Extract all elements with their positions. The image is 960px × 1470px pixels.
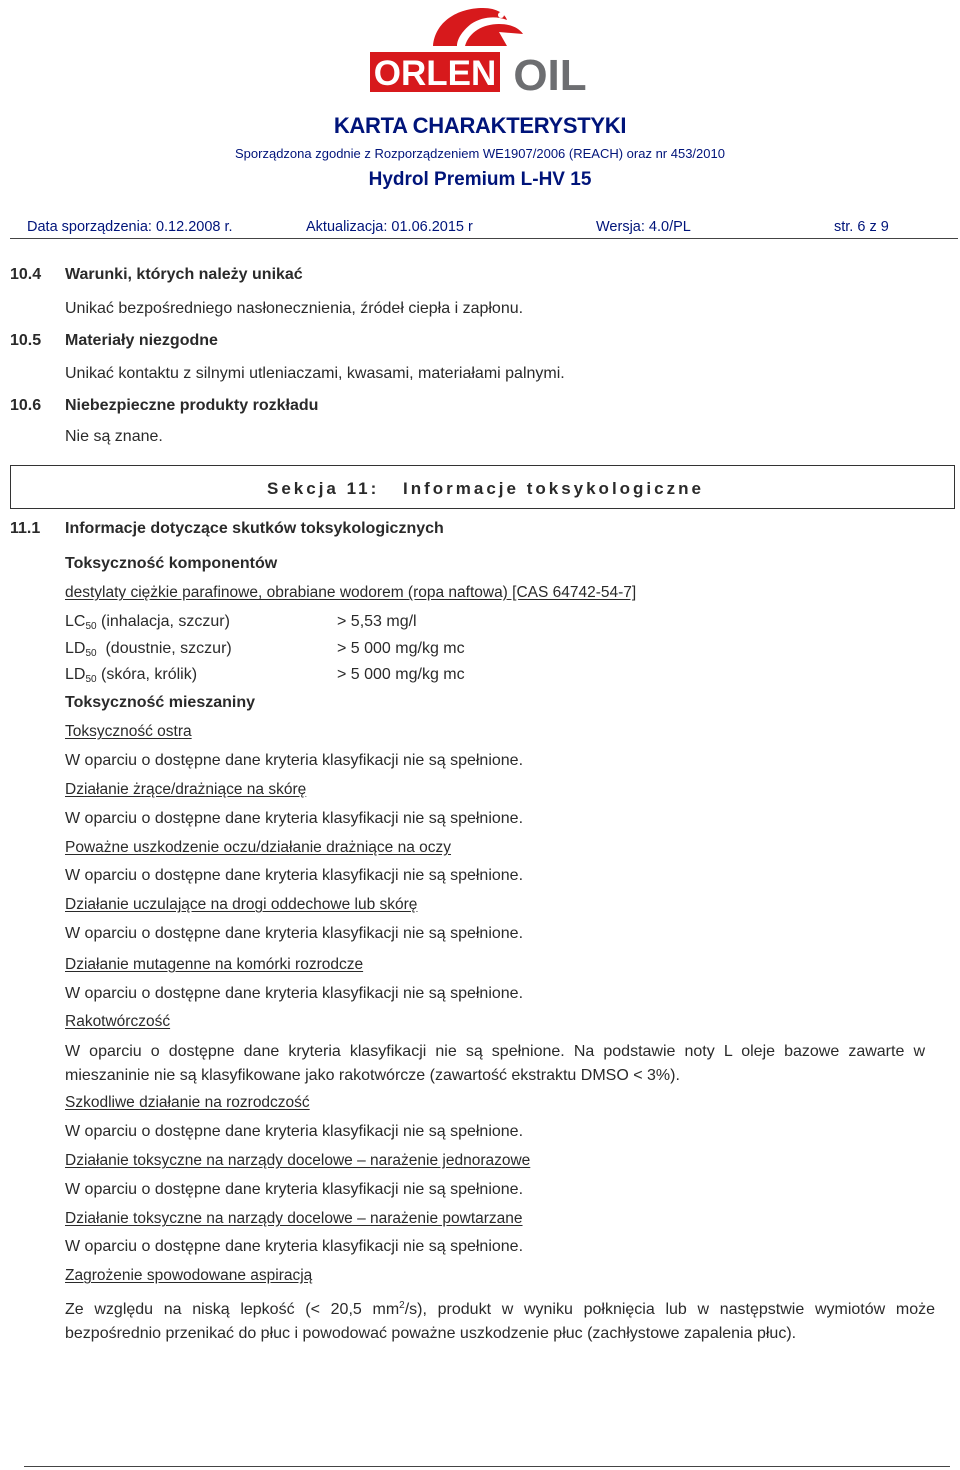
item-text: W oparciu o dostępne dane kryteria klasyfikacji nie są spełnione.	[65, 752, 524, 769]
carcinogenicity-text: W oparciu o dostępne dane kryteria klasyfikacji nie są spełnione. Na podstawie noty L oleje bazowe zawarte w mieszaninie nie są klasyfikowane jako rakotwórcze (zawartość ekstraktu DMSO < 3%).	[65, 1043, 925, 1084]
item-title: Zagrożenie spowodowane aspiracją	[65, 1267, 313, 1284]
tox-value: > 5,53 mg/l	[337, 613, 417, 630]
logo-orlen-text: ORLEN	[373, 54, 497, 93]
item-title: Działanie mutagenne na komórki rozrodcze	[65, 956, 364, 973]
header-divider	[10, 238, 958, 239]
tox-value: > 5 000 mg/kg mc	[337, 640, 465, 657]
substance-name: destylaty ciężkie parafinowe, obrabiane wodorem (ropa naftowa) [CAS 64742-54-7]	[65, 584, 637, 601]
tox-row: $LC_{50}$ (inhalacja, szczur)	[65, 613, 230, 632]
aspiration-text: Ze względu na niską lepkość (< 20,5 $mm^2/s$), produkt w wyniku połknięcia lub w następstwie wymiotów może bezpośrednio przenikać do płuc i powodować poważne uszkodzenie płuc (zachłystowe zapalenia płuc).	[65, 1300, 936, 1342]
page-number: str. 6 z 9	[834, 219, 889, 235]
item-text: W oparciu o dostępne dane kryteria klasyfikacji nie są spełnione.	[65, 810, 524, 827]
section-10-4-title: Warunki, których należy unikać	[65, 266, 303, 283]
section-10-5-title: Materiały niezgodne	[65, 332, 218, 349]
section-10-6-title: Niebezpieczne produkty rozkładu	[65, 397, 319, 414]
update-date: Aktualizacja: 01.06.2015 r	[306, 219, 473, 235]
tox-row: $LD_{50}$ (doustnie, szczur)	[65, 640, 232, 659]
item-text: W oparciu o dostępne dane kryteria klasyfikacji nie są spełnione.	[65, 985, 524, 1002]
tox-row: $LD_{50}$ (skóra, królik)	[65, 666, 198, 685]
item-title: Szkodliwe działanie na rozrodczość	[65, 1094, 310, 1111]
orlen-oil-logo	[365, 2, 600, 102]
section-11-label: Sekcja 11:	[267, 479, 380, 498]
section-10-4-number: 10.4	[10, 266, 42, 283]
version: Wersja: 4.0/PL	[596, 219, 691, 235]
section-10-6-number: 10.6	[10, 397, 42, 414]
item-title: Poważne uszkodzenie oczu/działanie drażniące na oczy	[65, 839, 452, 856]
item-title: Działanie uczulające na drogi oddechowe lub skórę	[65, 896, 418, 913]
item-text: W oparciu o dostępne dane kryteria klasyfikacji nie są spełnione.	[65, 1181, 524, 1198]
document-title: KARTA CHARAKTERYSTYKI	[333, 113, 627, 138]
section-11-1-title: Informacje dotyczące skutków toksykologicznych	[65, 520, 444, 537]
item-title: Rakotwórczość	[65, 1013, 171, 1030]
product-name: Hydrol Premium L-HV 15	[368, 169, 592, 190]
item-text: W oparciu o dostępne dane kryteria klasyfikacji nie są spełnione.	[65, 867, 524, 884]
item-title: Działanie toksyczne na narządy docelowe – narażenie powtarzane	[65, 1210, 523, 1227]
eagle-icon	[433, 8, 523, 46]
item-text: W oparciu o dostępne dane kryteria klasyfikacji nie są spełnione.	[65, 1123, 524, 1140]
section-10-6-text: Nie są znane.	[65, 428, 163, 445]
item-text: W oparciu o dostępne dane kryteria klasyfikacji nie są spełnione.	[65, 925, 524, 942]
components-heading: Toksyczność komponentów	[65, 555, 278, 572]
section-10-5-number: 10.5	[10, 332, 42, 349]
item-text: W oparciu o dostępne dane kryteria klasyfikacji nie są spełnione.	[65, 1238, 524, 1255]
item-title: Toksyczność ostra	[65, 723, 192, 740]
item-title: Działanie toksyczne na narządy docelowe – narażenie jednorazowe	[65, 1152, 531, 1169]
logo-oil-text: OIL	[513, 51, 587, 100]
regulation-subtitle: Sporządzona zgodnie z Rozporządzeniem WE1907/2006 (REACH) oraz nr 453/2010	[235, 146, 725, 161]
section-10-4-text: Unikać bezpośredniego nasłonecznienia, źródeł ciepła i zapłonu.	[65, 300, 524, 317]
section-11-title: Informacje toksykologiczne	[403, 479, 704, 498]
tox-value: > 5 000 mg/kg mc	[337, 666, 465, 683]
section-11-1-number: 11.1	[10, 520, 41, 537]
section-10-5-text: Unikać kontaktu z silnymi utleniaczami, kwasami, materiałami palnymi.	[65, 365, 565, 382]
item-title: Działanie żrące/drażniące na skórę	[65, 781, 307, 798]
footer-divider	[24, 1466, 950, 1467]
mixture-heading: Toksyczność mieszaniny	[65, 694, 255, 711]
date-created: Data sporządzenia: 0.12.2008 r.	[27, 219, 233, 235]
